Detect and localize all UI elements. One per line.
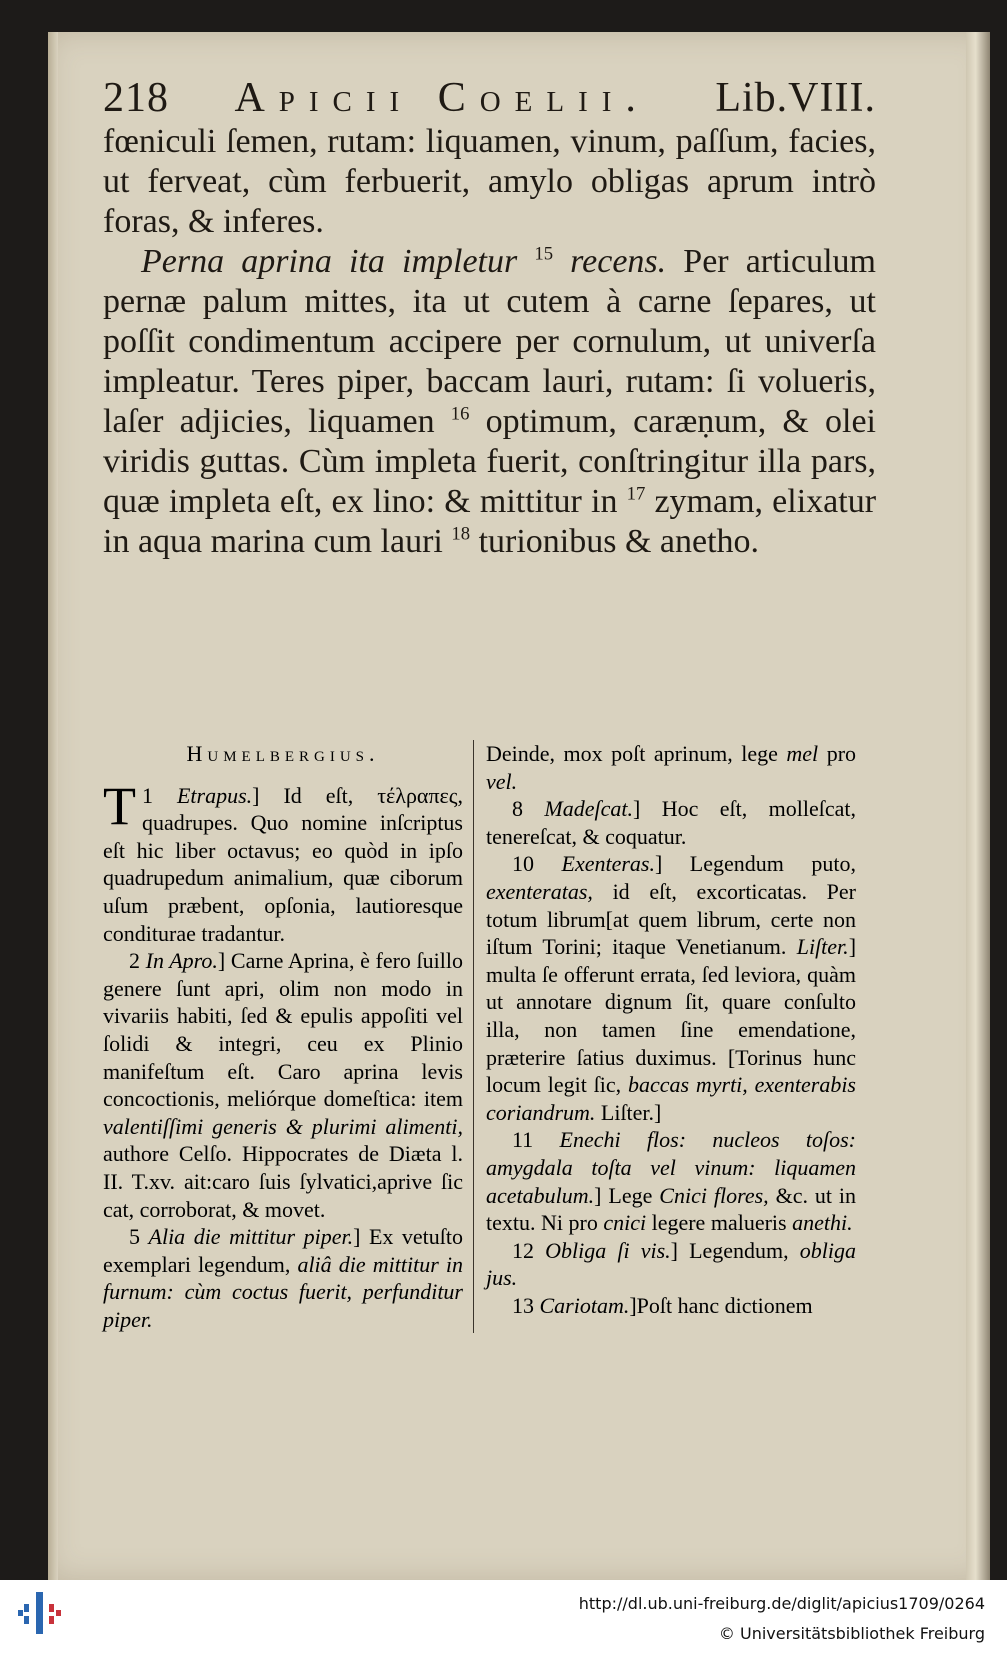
note-text: ] Id eſt, τέλραπες, quadrupes. Quo nomine inſcriptus eſt hic liber octavus; eo quòd in ipſo quadrupedum animalium, quæ ciborum uſum præbent, opſonia, lautioresque conditurae tradantur. [103, 782, 464, 946]
text-span: turionibus & anetho. [478, 523, 760, 560]
footnote-ref: 17 [626, 483, 646, 505]
note-number: 11 [512, 1127, 534, 1153]
book-number: Lib.VIII. [715, 75, 876, 121]
note-lemma: Alia die mittitur piper. [148, 1224, 354, 1250]
permalink-url[interactable]: http://dl.ub.uni-freiburg.de/diglit/apicius1709/0264 [578, 1594, 985, 1613]
recipe-title-cont: recens. [570, 243, 667, 280]
note-8 [486, 795, 856, 850]
text-span: Per articulum pernæ palum mittes, ita ut cutem à carne ſepares, ut poſſit condimentum accipere per cornulum, ut univerſa impleatur. Teres piper, baccam lauri, rutam: ſi volueris, laſer adjicies, liquamen [103, 243, 877, 440]
note-lemma: Obliga ſi vis. [545, 1237, 671, 1263]
note-number: 13 [512, 1292, 534, 1318]
note-text: id eſt, excorticatas. Per totum librum[at quem librum, certe non iſtum Torini; itaque Venetianum. [486, 878, 856, 960]
recipe-title: Perna aprina ita impletur [141, 243, 518, 280]
note-2 [103, 947, 463, 1223]
footnote-ref: 18 [451, 523, 471, 545]
note-13 [486, 1292, 856, 1320]
note-attribution: Liſter. [600, 1099, 655, 1125]
copyright-notice: © Universitätsbibliothek Freiburg [718, 1624, 985, 1643]
viewer-footer [0, 1580, 1007, 1655]
text-span: zymam, elixatur in aqua marina cum lauri [103, 483, 877, 560]
footnote-ref: 15 [534, 243, 554, 265]
running-title: Apicii Coelii. [234, 75, 650, 121]
page-number: 218 [103, 75, 169, 121]
note-quote: baccas myrti, exenterabis coriandrum. [486, 1072, 856, 1125]
text-span: optimum, caræṇum, & olei viridis guttas. Cùm impleta fuerit, conſtringitur illa pars, quæ impleta eſt, ex lino: & mittitur in [103, 403, 876, 520]
note-number: 2 [129, 948, 140, 974]
commentary-right-column [474, 740, 856, 1333]
page-content [103, 76, 876, 562]
note-quote: vel. [486, 768, 518, 794]
footnote-ref: 16 [450, 403, 470, 425]
paragraph-2 [103, 242, 876, 562]
note-text: ] Carne Aprina, è fero ſuillo genere ſunt apri, olim non modo in vivariis habiti, ſed & epulis appoſiti vel ſolidi & integri, ceu ex Plinio manifeſtum eſt. Caro aprina levis concoctionis, meliórque domeſtica: item [103, 948, 463, 1112]
note-number: 5 [129, 1224, 140, 1250]
note-text: legere malueris [651, 1210, 787, 1236]
ub-freiburg-logo-icon[interactable] [18, 1590, 62, 1636]
paragraph-1: fœniculi ſemen, rutam: liquamen, vinum, paſſum, facies, ut ferveat, cùm ferbuerit, amylo obligas aprum intrò foras, & inferes. [103, 123, 876, 240]
note-attribution: Liſter. [796, 934, 849, 960]
commentary-heading: Humelbergius. [186, 741, 380, 766]
main-text [103, 122, 876, 562]
note-5 [103, 1223, 463, 1333]
note-text: ]Poſt hanc dictionem [629, 1292, 813, 1318]
note-quote: valentiſſimi generis & plurimi alimenti, [103, 1113, 463, 1139]
note-lemma: Cariotam. [539, 1292, 630, 1318]
note-text: ] Legendum, [670, 1237, 789, 1263]
note-lemma: Madeſcat. [544, 796, 633, 822]
note-10 [486, 850, 856, 1126]
note-quote: Cnici flores, [659, 1182, 769, 1208]
note-quote: mel [786, 741, 819, 766]
note-lemma: In Apro. [145, 948, 218, 974]
note-number: 1 [142, 782, 153, 808]
page-edge [966, 32, 990, 1580]
note-12 [486, 1237, 856, 1292]
note-text: Deinde, mox poſt aprinum, lege [486, 741, 778, 766]
note-text: ] Ex vetuſto exemplari legendum, [103, 1224, 463, 1277]
note-text: ] Lege [594, 1182, 653, 1208]
note-continuation [486, 740, 856, 795]
note-text: ] multa ſe offerunt errata, ſed leviora, quàm ut annotare dignum ſit, quare conſulto illa, non tamen ſine emendatione, præterire ſatius duximus. [Torinus hunc locum legit ſic, [486, 934, 857, 1098]
note-text: authore Celſo. Hippocrates de Diæta l. II. T.xv. ait:caro ſuis ſylvatici,aprive ſic cat, corroborat, & movet. [103, 1141, 463, 1222]
note-number: 10 [512, 851, 534, 877]
note-text: ] Hoc eſt, molleſcat, tenereſcat, & coquatur. [486, 796, 857, 849]
page-gutter [48, 32, 58, 1580]
note-text: pro [826, 741, 857, 766]
running-head [103, 76, 876, 120]
note-quote: exenteratas, [486, 878, 593, 904]
note-lemma: Enechi flos: nucleos toſos: amygdala toſta vel vinum: liquamen acetabulum. [486, 1127, 856, 1208]
note-quote: obliga jus. [486, 1237, 857, 1291]
note-number: 12 [512, 1237, 534, 1263]
note-text: &c. ut in textu. Ni pro [486, 1182, 857, 1236]
note-11 [486, 1126, 856, 1236]
drop-capital: T [103, 775, 136, 836]
note-number: 8 [512, 796, 523, 822]
note-1 [103, 775, 464, 948]
note-quote: aliâ die mittitur in furnum: cùm coctus fuerit, perfunditur piper. [103, 1251, 463, 1332]
note-lemma: Exenteras. [561, 851, 655, 877]
note-quote: cnici [603, 1210, 647, 1236]
note-text: ] Legendum puto, [654, 851, 856, 877]
commentary [103, 740, 879, 1333]
note-quote: anethi. [792, 1210, 853, 1236]
note-lemma: Etrapus. [176, 782, 253, 808]
commentary-left-column [103, 740, 474, 1333]
note-text: ] [654, 1099, 662, 1125]
